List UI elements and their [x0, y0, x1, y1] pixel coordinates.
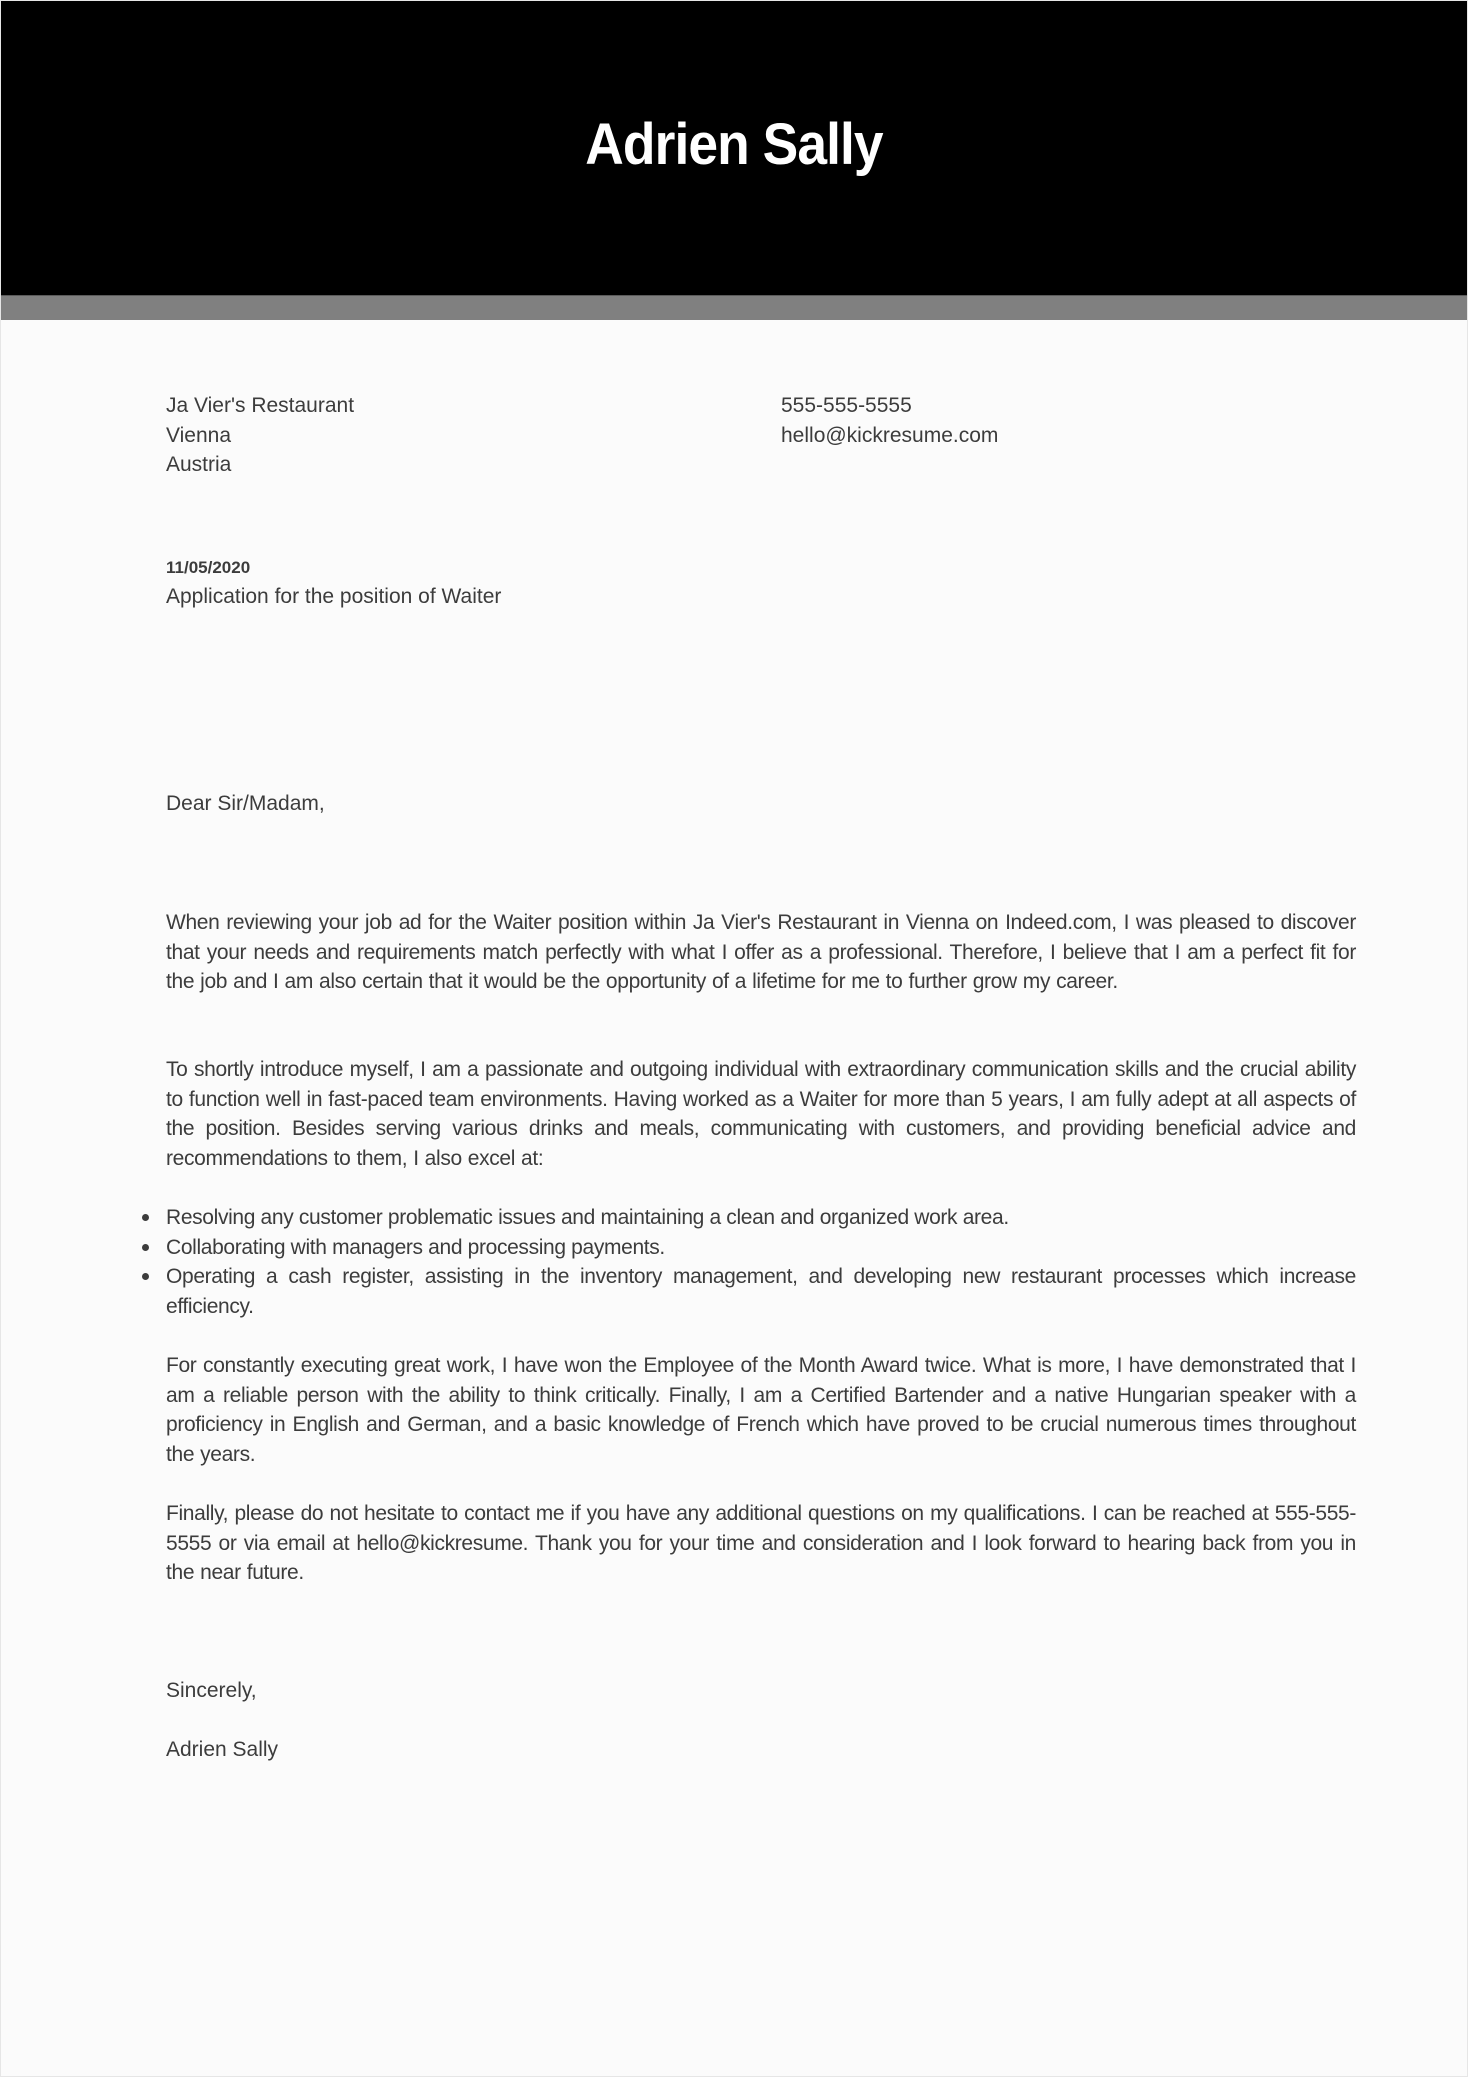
list-item	[166, 1203, 1356, 1233]
list-item	[166, 1262, 1356, 1321]
recipient-city: Vienna	[166, 423, 232, 447]
list-item-text: Collaborating with managers and processing payments.	[166, 1235, 665, 1259]
bullet-icon	[142, 1244, 149, 1251]
closing-phrase: Sincerely,	[166, 1679, 257, 1702]
header-banner	[1, 1, 1467, 295]
recipient-company: Ja Vier's Restaurant	[166, 394, 355, 417]
letter-subject: Application for the position of Waiter	[166, 585, 502, 608]
paragraph-background: To shortly introduce myself, I am a passionate and outgoing individual with extraordinary communication skills and the crucial ability to function well in fast-paced team environments. Having worked as a Waiter for more than 5 years, I am fully adept at all aspects of the position. Besides serving various drinks and meals, communicating with customers, and providing beneficial advice and recommendations to them, I also excel at:	[166, 1058, 1356, 1170]
sender-contact	[781, 391, 1181, 450]
paragraph-closing: Finally, please do not hesitate to contact me if you have any additional questions on my qualifications. I can be reached at 555-555-5555 or via email at hello@kickresume. Thank you for your time and consideration and I look forward to hearing back from you in the near future.	[166, 1502, 1356, 1585]
applicant-name-title: Adrien Sally	[585, 112, 883, 177]
contact-email: hello@kickresume.com	[781, 423, 999, 447]
header-accent-band	[1, 295, 1467, 320]
recipient-country: Austria	[166, 453, 232, 477]
list-item-text: Operating a cash register, assisting in the inventory management, and developing new restaurant processes which increase efficiency.	[166, 1265, 1356, 1318]
salutation: Dear Sir/Madam,	[166, 792, 325, 815]
bullet-icon	[142, 1214, 149, 1221]
list-item	[166, 1233, 1356, 1263]
signature-name: Adrien Sally	[166, 1738, 279, 1761]
paragraph-achievements: For constantly executing great work, I have won the Employee of the Month Award twice. What is more, I have demonstrated that I am a reliable person with the ability to think critically. Finally, I am a Certified Bartender and a native Hungarian speaker with a proficiency in English and German, and a basic knowledge of French which have proved to be crucial numerous times throughout the years.	[166, 1354, 1356, 1466]
contact-phone: 555-555-5555	[781, 394, 912, 417]
paragraph-intro: When reviewing your job ad for the Waiter position within Ja Vier's Restaurant in Vienna on Indeed.com, I was pleased to discover that your needs and requirements match perfectly with what I offer as a professional. Therefore, I believe that I am a perfect fit for the job and I am also certain that it would be the opportunity of a lifetime for me to further grow my career.	[166, 911, 1356, 994]
letter-date: 11/05/2020	[166, 558, 251, 577]
skills-list	[166, 1203, 1356, 1321]
list-item-text: Resolving any customer problematic issues and maintaining a clean and organized work area.	[166, 1206, 1009, 1229]
